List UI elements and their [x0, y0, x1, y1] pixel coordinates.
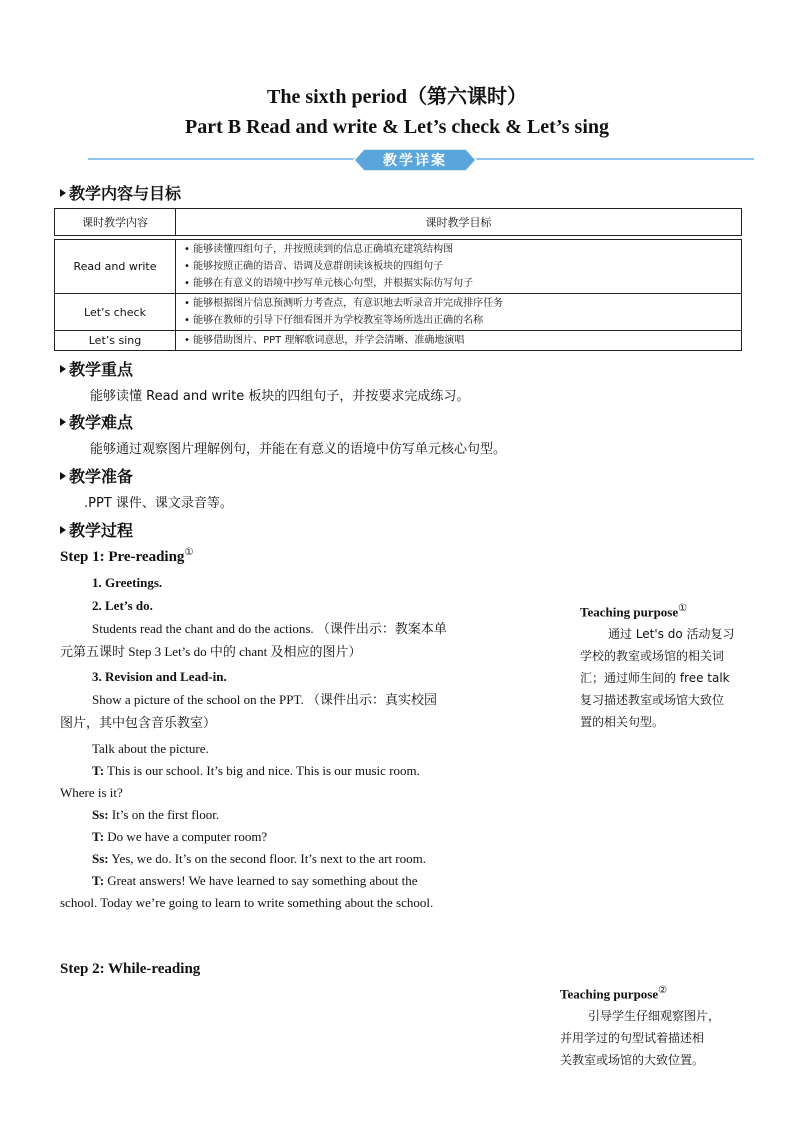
goal-item: • 能够按照正确的语音、语调及意群朗读该板块的四组句子 — [184, 261, 444, 272]
banner-label: 教学详案 — [383, 153, 447, 169]
teaching-purpose-2 — [560, 980, 750, 1071]
purpose-line: 汇；通过师生间的 free talk — [580, 671, 730, 686]
step1-footnote-mark: ① — [184, 547, 194, 558]
preparation-text: .PPT 课件、课文录音等。 — [84, 496, 233, 511]
goal-item: • 能够在有意义的语境中抄写单元核心句型，并根据实际仿写句子 — [184, 278, 474, 289]
goal-item: • 能够在教师的引导下仔细看图并为学校教室等场所选出正确的名称 — [184, 315, 484, 326]
table-header-goals: 课时教学目标 — [176, 209, 742, 236]
speaker: T: — [92, 873, 105, 888]
teaching-purpose-1-mark: ① — [678, 603, 688, 614]
triangle-bullet-icon — [60, 418, 66, 426]
lets-do-text-2: 元第五课时 Step 3 Let’s do 中的 chant 及相应的图片） — [60, 644, 362, 659]
utterance: Do we have a computer room? — [104, 829, 268, 844]
table-row — [55, 294, 742, 331]
section-preparation-label: 教学准备 — [69, 467, 134, 486]
table-cell-goals — [176, 331, 742, 351]
lets-do-text-1: Students read the chant and do the actions. （课件出示：教案本单 — [92, 621, 447, 636]
dialogue-line — [60, 760, 560, 782]
dialogue-line — [60, 826, 560, 848]
revision-text-1: Show a picture of the school on the PPT. （课件出示：真实校园 — [92, 692, 437, 707]
purpose-line: 并用学过的句型试着描述相 — [560, 1031, 705, 1046]
teaching-purpose-1-heading — [580, 598, 752, 623]
triangle-bullet-icon — [60, 472, 66, 480]
goal-item: • 能够根据图片信息预测听力考查点，有意识地去听录音并完成排序任务 — [184, 298, 504, 309]
dialogue-line — [60, 804, 560, 826]
teaching-purpose-2-heading-text: Teaching purpose — [560, 986, 659, 1002]
table-header-content: 课时教学内容 — [55, 209, 176, 236]
utterance: Great answers! We have learned to say something about the — [104, 873, 418, 888]
step1-title-text: Step 1: Pre-reading — [60, 549, 185, 565]
step1-title — [60, 547, 193, 566]
triangle-bullet-icon — [60, 526, 66, 534]
speaker: T: — [92, 763, 105, 778]
section-process-label: 教学过程 — [69, 521, 134, 540]
revision-text-2: 图片，其中包含音乐教室） — [60, 715, 217, 730]
revision-heading: 3. Revision and Lead-in. — [92, 669, 227, 684]
teaching-purpose-1 — [580, 598, 752, 733]
utterance: Yes, we do. It’s on the second floor. It’s next to the art room. — [108, 851, 427, 866]
section-difficulties — [60, 410, 133, 433]
speaker: T: — [92, 829, 105, 844]
triangle-bullet-icon — [60, 189, 66, 197]
section-key-points — [60, 357, 133, 380]
objectives-table — [54, 208, 742, 351]
step2-title: Step 2: While-reading — [60, 961, 201, 977]
step1-body — [60, 572, 528, 922]
dialogue-line-cont: school. Today we’re going to learn to write something about the school. — [60, 895, 434, 910]
greetings-heading: 1. Greetings. — [92, 575, 163, 590]
dialogue-line-cont: Where is it? — [60, 785, 123, 800]
speaker: Ss: — [92, 851, 109, 866]
triangle-bullet-icon — [60, 365, 66, 373]
page-title: The sixth period（第六课时） — [266, 86, 528, 108]
key-points-text: 能够读懂 Read and write 板块的四组句子，并按要求完成练习。 — [90, 389, 470, 404]
dialogue-line — [60, 870, 560, 892]
section-preparation — [60, 464, 133, 487]
dialogue-line — [60, 848, 560, 870]
purpose-line: 复习描述教室或场馆大致位 — [580, 693, 725, 708]
speaker: Ss: — [92, 807, 109, 822]
talk-text: Talk about the picture. — [92, 741, 209, 756]
goal-item: • 能够读懂四组句子，并按照读到的信息正确填充建筑结构图 — [184, 244, 454, 255]
utterance: This is our school. It’s big and nice. This is our music room. — [104, 763, 420, 778]
table-header-row — [55, 209, 742, 236]
table-cell-goals — [176, 240, 742, 294]
teaching-purpose-1-heading-text: Teaching purpose — [580, 604, 679, 620]
table-cell-content: Let’s sing — [55, 331, 176, 351]
purpose-line: 置的相关句型。 — [580, 715, 665, 730]
utterance: It’s on the first floor. — [108, 807, 220, 822]
page-subtitle: Part B Read and write & Let’s check & Let’s sing — [184, 116, 609, 138]
section-difficulties-label: 教学难点 — [69, 413, 134, 432]
section-content-goals-label: 教学内容与目标 — [69, 184, 182, 203]
section-process — [60, 518, 133, 541]
lets-do-heading: 2. Let’s do. — [92, 598, 153, 613]
table-cell-content: Let’s check — [55, 294, 176, 331]
purpose-line: 关教室或场馆的大致位置。 — [560, 1053, 705, 1068]
teaching-purpose-2-heading — [560, 980, 750, 1005]
goal-item: • 能够借助图片、PPT 理解歌词意思，并学会清晰、准确地演唱 — [184, 335, 465, 346]
table-cell-goals — [176, 294, 742, 331]
purpose-line: 引导学生仔细观察图片， — [588, 1009, 721, 1024]
section-content-goals — [60, 181, 181, 204]
teaching-purpose-2-mark: ② — [658, 985, 668, 996]
table-row — [55, 240, 742, 294]
table-cell-content: Read and write — [55, 240, 176, 294]
section-key-points-label: 教学重点 — [69, 360, 134, 379]
purpose-line: 学校的教室或场馆的相关词 — [580, 649, 725, 664]
difficulties-text: 能够通过观察图片理解例句，并能在有意义的语境中仿写单元核心句型。 — [90, 442, 507, 457]
purpose-line: 通过 Let's do 活动复习 — [608, 627, 735, 642]
banner — [352, 148, 478, 172]
table-row — [55, 331, 742, 351]
